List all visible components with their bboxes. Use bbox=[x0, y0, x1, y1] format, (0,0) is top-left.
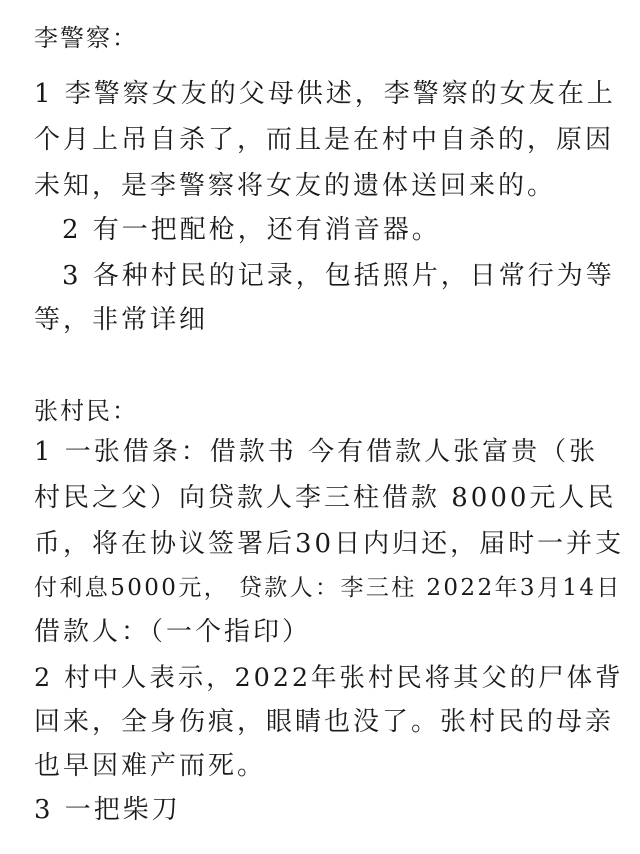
li-police-line-5: 3 各种村民的记录，包括照片，日常行为等 bbox=[62, 261, 615, 291]
li-police-line-6: 等，非常详细 bbox=[34, 305, 209, 335]
li-police-line-1: 1 李警察女友的父母供述，李警察的女友在上 bbox=[34, 79, 616, 109]
zhang-villager-line-6: 2 村中人表示，2022年张村民将其父的尸体背 bbox=[34, 663, 624, 693]
li-police-line-4: 2 有一把配枪，还有消音器。 bbox=[62, 215, 441, 245]
section-title-zhang-villager: 张村民： bbox=[34, 397, 138, 425]
section-title-li-police: 李警察： bbox=[34, 24, 138, 52]
zhang-villager-line-1: 1 一张借条：借款书 今有借款人张富贵（张 bbox=[34, 437, 599, 467]
zhang-villager-line-5: 借款人：（一个指印） bbox=[34, 617, 312, 647]
zhang-villager-line-2: 村民之父）向贷款人李三柱借款 8000元人民 bbox=[34, 483, 617, 513]
li-police-line-3: 未知，是李警察将女友的遗体送回来的。 bbox=[34, 171, 557, 201]
li-police-line-2: 个月上吊自杀了，而且是在村中自杀的，原因 bbox=[34, 125, 615, 155]
zhang-villager-line-7: 回来，全身伤痕，眼睛也没了。张村民的母亲 bbox=[34, 707, 615, 737]
zhang-villager-line-9: 3 一把柴刀 bbox=[34, 795, 181, 825]
zhang-villager-line-4: 付利息5000元， 贷款人：李三柱 2022年3月14日 bbox=[34, 575, 622, 601]
zhang-villager-line-8: 也早因难产而死。 bbox=[34, 751, 267, 781]
zhang-villager-line-3: 币，将在协议签署后30日内归还，届时一并支 bbox=[34, 529, 625, 559]
